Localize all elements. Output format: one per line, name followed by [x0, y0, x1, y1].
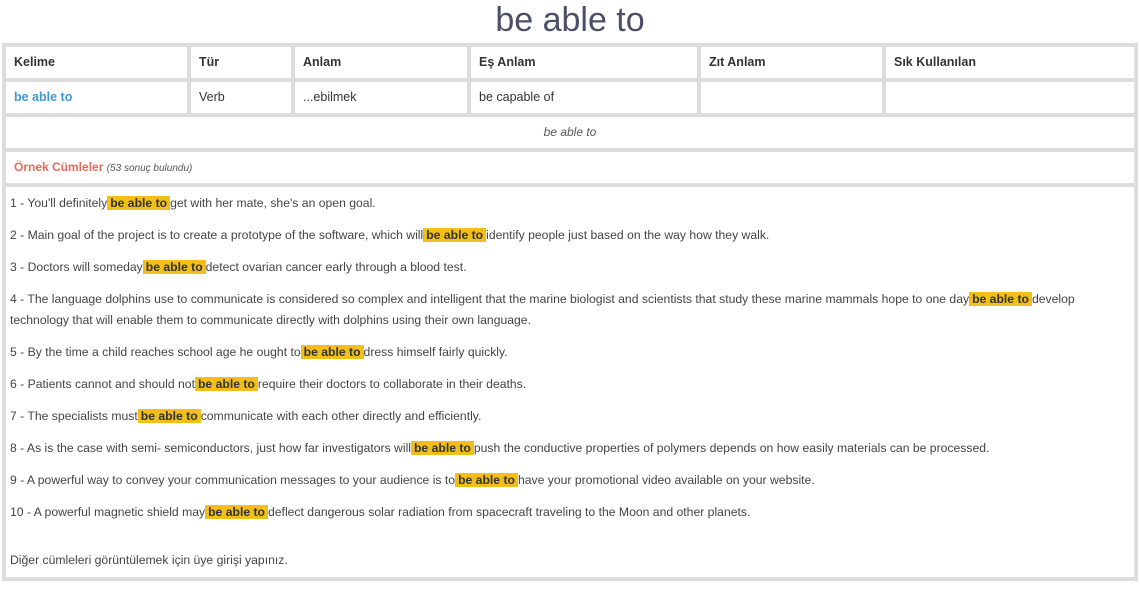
cell-antonym — [701, 82, 882, 113]
highlighted-phrase: be able to — [969, 292, 1032, 306]
login-prompt: Diğer cümleleri görüntülemek için üye girişi yapınız. — [10, 553, 288, 567]
sentence-text: dress himself fairly quickly. — [363, 345, 508, 359]
example-sentence — [10, 342, 1130, 363]
sentence-text: get with her mate, she's an open goal. — [170, 196, 376, 210]
cell-frequent — [886, 82, 1134, 113]
highlighted-phrase: be able to — [205, 505, 268, 519]
cell-synonym: be capable of — [471, 82, 697, 113]
sentence-text: 10 - A powerful magnetic shield may — [10, 505, 206, 519]
sentence-text: have your promotional video available on your website. — [517, 473, 815, 487]
sentence-text: 3 - Doctors will someday — [10, 260, 143, 274]
header-sik-kullanilan: Sık Kullanılan — [886, 47, 1134, 78]
cell-word — [6, 82, 187, 113]
examples-count: (53 sonuç bulundu) — [106, 163, 193, 174]
sentence-text: 7 - The specialists must — [10, 409, 138, 423]
example-sentence — [10, 193, 1130, 214]
examples-label: Örnek Cümleler — [14, 160, 104, 174]
sentence-text: 1 - You'll definitely — [10, 196, 108, 210]
example-sentence — [10, 289, 1130, 331]
highlighted-phrase: be able to — [423, 228, 486, 242]
cell-type: Verb — [191, 82, 291, 113]
word-link[interactable]: be able to — [14, 90, 73, 104]
highlighted-phrase: be able to — [455, 473, 518, 487]
sentence-text: push the conductive properties of polymers depends on how easily materials can be processed. — [473, 441, 990, 455]
example-sentence — [10, 470, 1130, 491]
table-header-row — [6, 47, 1134, 78]
header-es-anlam: Eş Anlam — [471, 47, 697, 78]
phrase-row: be able to — [6, 117, 1134, 148]
sentence-text: develop technology that will enable them to communicate directly with dolphins using their own language. — [10, 292, 1075, 327]
sentence-text: require their doctors to collaborate in their deaths. — [257, 377, 527, 391]
sentence-text: 2 - Main goal of the project is to create a prototype of the software, which will — [10, 228, 424, 242]
highlighted-phrase: be able to — [107, 196, 170, 210]
highlighted-phrase: be able to — [195, 377, 258, 391]
sentence-text: deflect dangerous solar radiation from spacecraft traveling to the Moon and other planets. — [268, 505, 751, 519]
word-panel — [2, 43, 1138, 581]
sentence-text: communicate with each other directly and efficiently. — [200, 409, 482, 423]
header-kelime: Kelime — [6, 47, 187, 78]
example-sentence — [10, 225, 1130, 246]
sentence-text: 4 - The language dolphins use to communicate is considered so complex and intelligent that the marine biologist and scientists that study these marine mammals hope to one day — [10, 292, 970, 306]
sentence-text: 9 - A powerful way to convey your communication messages to your audience is to — [10, 473, 456, 487]
highlighted-phrase: be able to — [301, 345, 364, 359]
sentence-text: 6 - Patients cannot and should not — [10, 377, 195, 391]
example-sentence — [10, 438, 1130, 459]
table-row — [6, 82, 1134, 113]
highlighted-phrase: be able to — [411, 441, 474, 455]
example-sentence — [10, 374, 1130, 395]
sentence-text: identify people just based on the way how they walk. — [486, 228, 770, 242]
highlighted-phrase: be able to — [138, 409, 201, 423]
sentence-text: detect ovarian cancer early through a blood test. — [205, 260, 467, 274]
sentence-container — [10, 193, 1130, 523]
examples-list — [6, 187, 1134, 577]
cell-meaning: ...ebilmek — [295, 82, 467, 113]
sentence-text: 5 - By the time a child reaches school age he ought to — [10, 345, 301, 359]
header-anlam: Anlam — [295, 47, 467, 78]
example-sentence — [10, 257, 1130, 278]
header-zit-anlam: Zıt Anlam — [701, 47, 882, 78]
examples-header — [6, 152, 1134, 183]
header-tur: Tür — [191, 47, 291, 78]
sentence-text: 8 - As is the case with semi- semiconductors, just how far investigators will — [10, 441, 411, 455]
highlighted-phrase: be able to — [143, 260, 206, 274]
page-title: be able to — [495, 1, 645, 39]
example-sentence — [10, 406, 1130, 427]
example-sentence — [10, 502, 1130, 523]
